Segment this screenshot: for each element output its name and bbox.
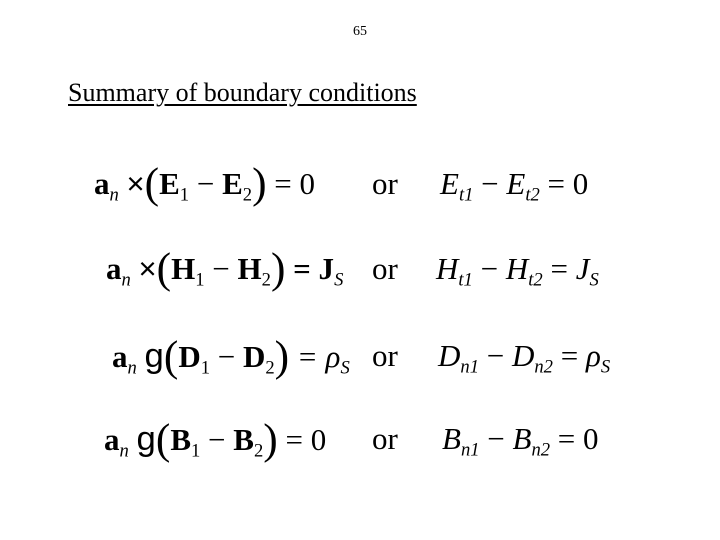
- component-form-equation: [436, 239, 599, 299]
- or-word: or: [372, 251, 398, 286]
- close-paren: ): [252, 159, 267, 208]
- rhs-subscript: S: [600, 356, 611, 378]
- normal-vector: a: [94, 166, 110, 201]
- dot-operator: g: [144, 337, 164, 375]
- equals-sign: =: [547, 166, 566, 201]
- minus-sign: −: [196, 166, 215, 201]
- vector-form-equation: [94, 154, 315, 214]
- normal-subscript: n: [121, 269, 131, 291]
- equation-rhs-value: = J: [293, 251, 335, 286]
- field-1-subscript: 1: [195, 269, 205, 291]
- field-2: E: [222, 166, 243, 201]
- normal-vector: a: [112, 339, 128, 374]
- field-1-subscript: 1: [200, 357, 210, 379]
- field-1: D: [178, 339, 201, 374]
- open-paren: (: [156, 244, 172, 293]
- or-word: or: [372, 338, 398, 373]
- cross-operator: ×: [126, 166, 145, 201]
- component-1: B: [442, 421, 461, 456]
- field-2-subscript: 2: [261, 269, 271, 291]
- close-paren: ): [263, 415, 278, 464]
- equation-rhs-value: = ρ: [296, 339, 341, 374]
- component-2: E: [506, 166, 526, 201]
- field-2-subscript: 2: [242, 184, 253, 206]
- component-form-equation: [440, 154, 588, 214]
- equation-row-magnetic-normal: [0, 409, 720, 469]
- or-word: or: [372, 421, 398, 456]
- normal-subscript: n: [109, 184, 119, 206]
- rhs-subscript: S: [334, 269, 344, 291]
- field-1: H: [171, 251, 196, 286]
- field-2: H: [237, 251, 262, 286]
- component-1: E: [440, 166, 459, 201]
- minus-sign: −: [486, 338, 505, 373]
- field-2: B: [233, 422, 254, 457]
- minus-sign: −: [212, 251, 230, 286]
- component-2-subscript: t2: [528, 269, 543, 291]
- rhs-subscript: S: [340, 357, 350, 379]
- equation-rhs-value: = 0: [285, 422, 327, 457]
- equals-sign: =: [557, 421, 576, 456]
- open-paren: (: [144, 159, 160, 208]
- close-paren: ): [274, 332, 290, 381]
- or-word: or: [372, 166, 398, 201]
- component-2-subscript: t2: [525, 184, 540, 206]
- rhs-value: 0: [572, 166, 589, 201]
- vector-form-equation: [106, 239, 343, 299]
- minus-sign: −: [480, 251, 499, 286]
- normal-subscript: n: [119, 440, 129, 462]
- dot-operator: g: [136, 420, 156, 458]
- equation-row-electric-normal: [0, 326, 720, 386]
- component-2-subscript: n2: [534, 356, 553, 378]
- minus-sign: −: [208, 422, 226, 457]
- open-paren: (: [163, 332, 179, 381]
- minus-sign: −: [217, 339, 236, 374]
- rhs-value: 0: [583, 421, 599, 456]
- component-2-subscript: n2: [531, 439, 551, 461]
- vector-form-equation: [112, 326, 350, 387]
- component-2: H: [505, 251, 529, 286]
- component-1-subscript: n1: [460, 439, 480, 461]
- normal-subscript: n: [127, 357, 137, 379]
- rhs-value: J: [575, 251, 590, 286]
- page-number: 65: [353, 24, 367, 39]
- component-form-equation: [442, 409, 599, 469]
- field-1-subscript: 1: [179, 184, 190, 206]
- component-1-subscript: t1: [458, 269, 473, 291]
- component-form-equation: [438, 326, 610, 386]
- component-2: D: [511, 338, 535, 373]
- close-paren: ): [270, 244, 286, 293]
- rhs-value: ρ: [585, 338, 601, 373]
- equation-row-magnetic-tangential: [0, 239, 720, 299]
- open-paren: (: [155, 415, 171, 464]
- component-1-subscript: n1: [460, 356, 479, 378]
- vector-form-equation: [104, 409, 326, 470]
- field-1: B: [170, 422, 191, 457]
- component-1-subscript: t1: [458, 184, 474, 206]
- field-2-subscript: 2: [253, 440, 264, 462]
- field-2: D: [242, 339, 266, 374]
- cross-operator: ×: [138, 251, 157, 286]
- minus-sign: −: [487, 421, 505, 456]
- field-1-subscript: 1: [191, 440, 201, 462]
- normal-vector: a: [104, 422, 120, 457]
- field-1: E: [159, 166, 180, 201]
- slide-title: Summary of boundary conditions: [68, 78, 417, 107]
- minus-sign: −: [481, 166, 499, 201]
- normal-vector: a: [106, 251, 122, 286]
- equation-rhs-value: = 0: [274, 166, 315, 201]
- component-1: H: [436, 251, 459, 286]
- equals-sign: =: [550, 251, 568, 286]
- component-2: B: [512, 421, 532, 456]
- component-1: D: [438, 338, 461, 373]
- equation-row-electric-tangential: [0, 154, 720, 214]
- rhs-subscript: S: [589, 269, 599, 291]
- field-2-subscript: 2: [265, 357, 275, 379]
- equals-sign: =: [560, 338, 579, 373]
